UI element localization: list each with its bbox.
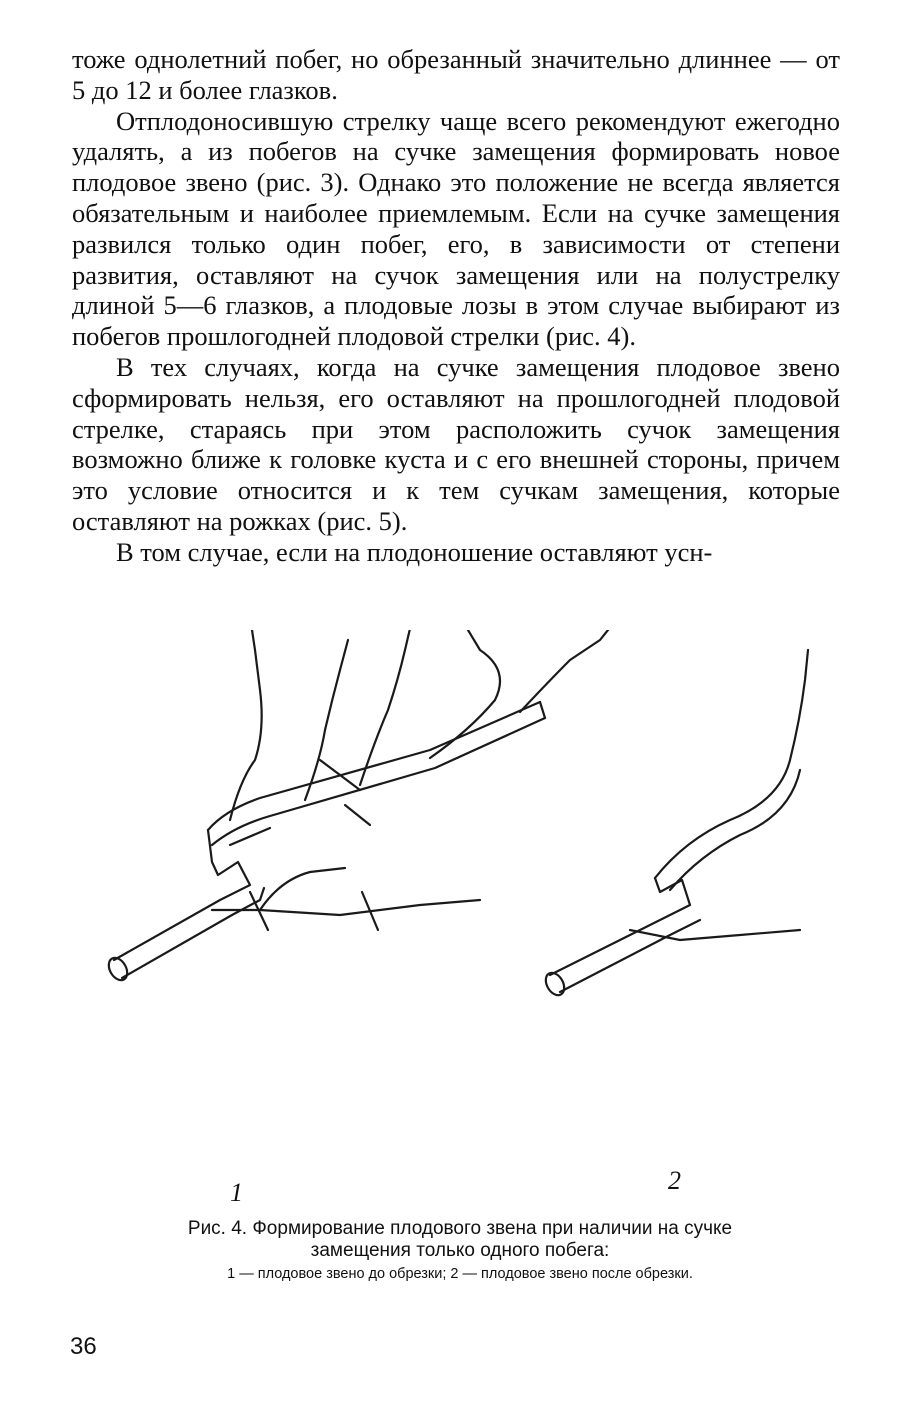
caption-title: Рис. 4. Формирование плодового звена при наличии на сучке замещения только одного побега: [187, 1218, 733, 1261]
body-text [72, 44, 840, 568]
figure-label-1: 1 [230, 1178, 243, 1207]
paragraph-4: В том случае, если на плодоношение оставляют усн- [116, 536, 713, 567]
paragraph-1: тоже однолетний побег, но обрезанный значительно длиннее — от 5 до 12 и более глазков. [72, 44, 840, 105]
figure-label-2: 2 [668, 1166, 681, 1195]
vine-illustration [100, 630, 840, 1210]
page-number: 36 [70, 1333, 97, 1360]
caption-legend: 1 — плодовое звено до обрезки; 2 — плодовое звено после обрезки. [227, 1266, 693, 1282]
paragraph-2: Отплодоносившую стрелку чаще всего рекомендуют ежегодно удалять, а из побегов на сучке замещения формировать новое плодовое звено (рис. 3). Однако это положение не всегда является обязательным и наиболее приемлемым. Если на сучке замещения развился только один побег, его, в зависимости от степени развития, оставляют на сучок замещения или на полустрелку длиной 5—6 глазков, а плодовые лозы в этом случае выбирают из побегов прошлогодней плодовой стрелки (рис. 4). [72, 105, 840, 352]
vine-drawing [100, 630, 840, 1210]
figure-caption [150, 1218, 770, 1283]
paragraph-3: В тех случаях, когда на сучке замещения плодовое звено сформировать нельзя, его оставляют на прошлогодней плодовой стрелке, стараясь при этом расположить сучок замещения возможно ближе к головке куста и с его внешней стороны, причем это условие относится и к тем сучкам замещения, которые оставляют на рожках (рис. 5). [72, 351, 840, 536]
